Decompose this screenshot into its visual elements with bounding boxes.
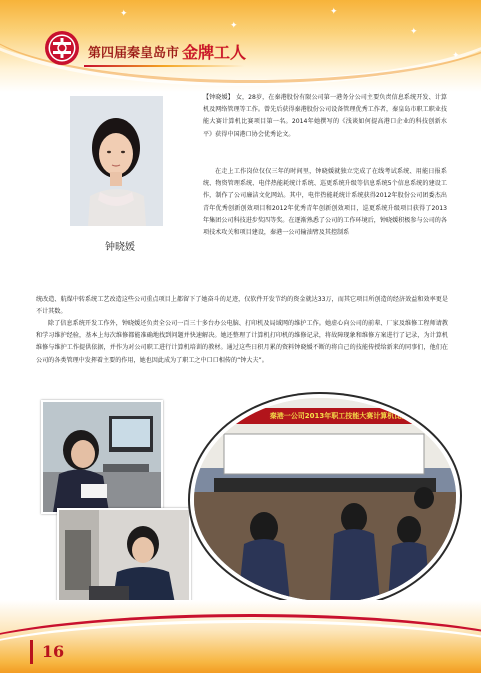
article-paragraph-intro: 【钟晓媛】 女，28岁，在秦港股份有限公司第一港务分公司主要负责信息系统开发、计算机及网络管理等工作。曾先后获得秦港股份公司设备管理优秀工作者，秦皇岛市职工职业技能大赛计算机比赛项目第一名。2014年她撰写的《浅谈如何提高港口企业的科技创新水平》获得中国港口协会优秀论文。 [203, 94, 447, 138]
title-gold-worker: 金牌工人 [182, 43, 247, 62]
sparkle-icon: ✦ [330, 7, 338, 17]
competition-banner: 秦港一公司2013年职工技能大赛计算机比赛 [234, 408, 444, 424]
photo-computer-desk [41, 400, 163, 514]
header-band [0, 0, 481, 92]
photo-competition-hall [194, 398, 456, 602]
portrait-image [70, 96, 163, 226]
title-main: 第四届秦皇岛市 [88, 46, 180, 61]
page-title [88, 40, 246, 62]
sparkle-icon: ✦ [452, 51, 460, 61]
page-number: 16 [30, 640, 73, 664]
sparkle-icon: ✦ [230, 21, 238, 31]
trade-union-emblem-icon [44, 30, 80, 66]
photo-repair-work-image [59, 510, 189, 614]
article-paragraph-maintenance: 除了信息系统开发工作外，钟晓媛还负责全公司一百三十多台办公电脑、打印机及局域网的维护工作。她虚心向公司的前辈、厂家及维修工程师请教和学习维护经验，基本上每次维修都能准确地找到问题并快速解决。她还整理了计算机打印机的维修记录，将故障现象和维修方案进行了记录，为计算机维修与维护工作提供依据，并作为对公司职工进行计算机培训的教材。通过这些日积月累的资料钟晓媛不断的将自己的技能传授给新来的同事们，他们在公司的各类管理中发挥着主要的作用，她也因此成为了职工之中口口相传的“钟大夫”。 [36, 320, 448, 364]
article-paragraph-achievements-cont: 统改造、航煤中转系统工艺改造这些公司重点项目上都留下了她奋斗的足迹，仅软件开发节约的资金就达33万，而其它项目所创造的经济效益和效率更是不计其数。 [36, 296, 448, 316]
article-paragraph-achievements: 在走上工作岗位仅仅三年的时间里，钟晓媛就独立完成了在线考试系统、用能日报系统、物资管理系统、电伴热能耗统计系统、巡更系统升级等信息系统5个信息系统的建设工作，制作了公司廉洁文化网站。其中，电伴热能耗统计系统获得2012年股份公司团委杰出青年优秀创新创效项目和2012年优秀青年创新创效项目，巡更系统升级项目获得了2013年集团公司科技进步奖四等奖。在逐渐熟悉了公司的工作环境后，钟晓媛积极参与公司的各项技术攻关和项目建设，秦港一公司输油臂及其控制系 [203, 168, 447, 237]
title-underline [84, 65, 244, 67]
portrait-caption: 钟晓媛 [105, 242, 135, 253]
photo-competition-hall-image [194, 398, 456, 602]
sparkle-icon: ✦ [410, 27, 418, 37]
photo-computer-desk-image [43, 402, 161, 512]
portrait-photo [70, 96, 163, 226]
sparkle-icon: ✦ [120, 9, 128, 19]
